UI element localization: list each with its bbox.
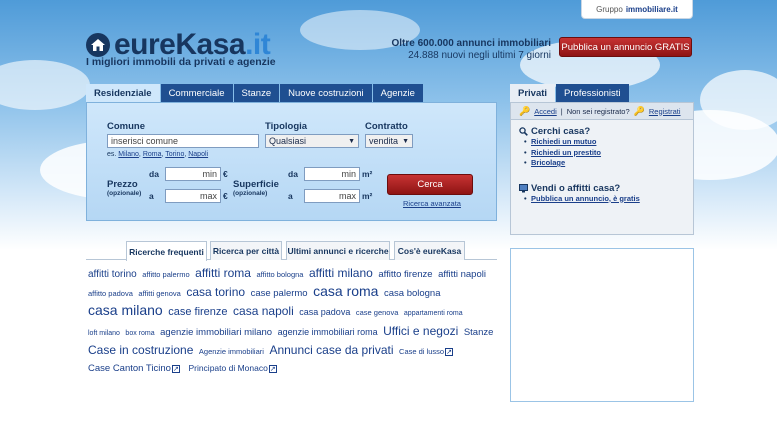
external-link-icon: ↗ bbox=[172, 365, 179, 373]
prezzo-label bbox=[107, 179, 141, 197]
tag-link[interactable]: affitto firenze bbox=[378, 269, 433, 280]
cerchi-casa-links bbox=[511, 137, 693, 169]
cerchi-casa-heading bbox=[511, 126, 693, 137]
tab-privati[interactable]: Privati bbox=[510, 84, 555, 102]
chevron-down-icon: ▼ bbox=[348, 137, 355, 145]
vendi-heading bbox=[511, 183, 693, 194]
contratto-select[interactable] bbox=[365, 134, 413, 148]
tag-link[interactable]: casa padova bbox=[299, 307, 351, 318]
example-link-milano[interactable]: Milano bbox=[118, 151, 139, 158]
tag-link[interactable]: casa torino bbox=[186, 285, 246, 300]
tab-commerciale[interactable]: Commerciale bbox=[161, 84, 233, 102]
group-brand-link[interactable]: immobiliare.it bbox=[625, 4, 678, 14]
cloud bbox=[0, 60, 90, 110]
tipologia-label: Tipologia bbox=[265, 121, 308, 132]
group-bar[interactable] bbox=[581, 0, 693, 19]
separator: | bbox=[560, 106, 563, 116]
tipologia-select[interactable] bbox=[265, 134, 359, 148]
prezzo-min-input[interactable]: min bbox=[165, 167, 221, 181]
superficie-label-text: Superficie bbox=[233, 179, 279, 190]
publish-ad-button[interactable]: Pubblica un annuncio GRATIS bbox=[559, 37, 692, 57]
prezzo-optional: (opzionale) bbox=[107, 190, 142, 197]
magnifier-icon bbox=[519, 127, 528, 136]
tag-link[interactable]: agenzie immobiliari milano bbox=[160, 326, 273, 338]
search-form bbox=[86, 102, 497, 221]
publish-free-link[interactable]: Pubblica un annuncio, è gratis bbox=[531, 193, 640, 203]
superficie-label bbox=[233, 179, 279, 197]
euro-unit: € bbox=[223, 191, 228, 201]
external-link-icon: ↗ bbox=[269, 365, 276, 373]
comune-examples: es. Milano, Roma, Torino, Napoli bbox=[107, 151, 209, 158]
listing-stats bbox=[391, 38, 551, 61]
key-icon: 🔑 bbox=[519, 105, 531, 116]
mq-unit: m² bbox=[362, 191, 373, 201]
group-label: Gruppo bbox=[596, 4, 623, 14]
monitor-icon bbox=[519, 184, 528, 193]
tag-link[interactable]: Agenzie immobiliari bbox=[198, 346, 264, 356]
tag-link[interactable]: Annunci case da privati bbox=[269, 342, 394, 357]
tag-link[interactable]: casa bologna bbox=[383, 288, 441, 300]
advanced-search-link[interactable]: Ricerca avanzata bbox=[403, 199, 461, 208]
key-icon: 🔑 bbox=[633, 105, 645, 116]
mq-unit: m² bbox=[362, 169, 373, 179]
superficie-optional: (opzionale) bbox=[233, 190, 268, 197]
tab-agenzie[interactable]: Agenzie bbox=[373, 84, 423, 102]
tag-link[interactable]: appartamenti roma bbox=[403, 310, 463, 318]
ad-placeholder bbox=[510, 248, 694, 402]
tag-link[interactable]: Case di lusso ↗ bbox=[399, 346, 453, 356]
tab-ricerche-frequenti[interactable]: Ricerche frequenti bbox=[126, 241, 207, 261]
example-link-roma[interactable]: Roma bbox=[142, 151, 162, 158]
user-panel bbox=[510, 102, 694, 235]
contratto-value: vendita bbox=[369, 136, 399, 146]
superficie-a-label: a bbox=[288, 191, 293, 201]
superficie-max-input[interactable]: max bbox=[304, 189, 360, 203]
user-tabs bbox=[510, 84, 630, 102]
tab-professionisti[interactable]: Professionisti bbox=[556, 84, 629, 102]
comune-input[interactable]: inserisci comune bbox=[107, 134, 259, 148]
tag-link[interactable]: affitto padova bbox=[88, 289, 133, 299]
prezzo-a-label: a bbox=[149, 191, 154, 201]
stats-new: 24.888 nuovi negli ultimi 7 giorni bbox=[408, 50, 551, 61]
tab-ricerca-per-citta[interactable]: Ricerca per città bbox=[210, 241, 282, 260]
register-link[interactable]: Registrati bbox=[648, 106, 681, 116]
euro-unit: € bbox=[223, 169, 228, 179]
logo-text-tld: .it bbox=[245, 28, 271, 61]
tag-link[interactable]: affitti napoli bbox=[438, 269, 486, 280]
prezzo-max-input[interactable]: max bbox=[165, 189, 221, 203]
tag-link[interactable]: case firenze bbox=[168, 306, 228, 319]
tag-link[interactable]: Case in costruzione bbox=[88, 342, 194, 357]
tag-link[interactable]: case palermo bbox=[250, 288, 308, 300]
house-logo-icon bbox=[86, 33, 110, 57]
cerchi-casa-title: Cerchi casa? bbox=[531, 126, 591, 137]
logo-text-main: eureKasa bbox=[114, 28, 246, 61]
prezzo-da-label: da bbox=[149, 169, 159, 179]
tag-link[interactable]: affitti torino bbox=[88, 269, 137, 280]
tag-link[interactable]: Uffici e negozi bbox=[383, 323, 459, 338]
tab-residenziale[interactable]: Residenziale bbox=[86, 84, 160, 102]
contratto-label: Contratto bbox=[365, 121, 408, 132]
tag-link[interactable]: affitto bologna bbox=[256, 270, 304, 279]
tab-cos-e-eurekasa[interactable]: Cos'è eureKasa bbox=[394, 241, 465, 260]
tab-stanze[interactable]: Stanze bbox=[234, 84, 280, 102]
superficie-min-input[interactable]: min bbox=[304, 167, 360, 181]
search-tabs bbox=[86, 84, 424, 102]
tipologia-value: Qualsiasi bbox=[269, 136, 307, 146]
tag-link[interactable]: affitti milano bbox=[309, 266, 373, 280]
examples-prefix: es. bbox=[107, 151, 117, 158]
tag-link[interactable]: Stanze bbox=[463, 326, 494, 338]
vendi-links bbox=[511, 194, 693, 205]
tag-link[interactable]: casa roma bbox=[313, 283, 379, 300]
chevron-down-icon: ▼ bbox=[402, 137, 409, 145]
comune-label: Comune bbox=[107, 121, 145, 132]
tagline: I migliori immobili da privati e agenzie bbox=[86, 56, 276, 68]
prestito-link[interactable]: Richiedi un prestito bbox=[531, 147, 602, 157]
tag-link[interactable]: case genova bbox=[355, 308, 399, 318]
tag-link[interactable]: affitti roma bbox=[195, 266, 251, 280]
tag-link[interactable]: loft milano bbox=[88, 329, 120, 337]
mutuo-link[interactable]: Richiedi un mutuo bbox=[531, 137, 597, 146]
vendi-title: Vendi o affitti casa? bbox=[531, 182, 621, 194]
not-registered-text: Non sei registrato? bbox=[566, 106, 630, 116]
tag-link[interactable]: casa napoli bbox=[233, 304, 294, 319]
tab-ultimi-annunci[interactable]: Ultimi annunci e ricerche bbox=[286, 241, 390, 260]
tag-link[interactable]: Case Canton Ticino ↗ bbox=[88, 363, 179, 375]
example-link-torino[interactable]: Torino bbox=[165, 151, 185, 158]
tag-link[interactable]: affitto palermo bbox=[142, 270, 190, 279]
login-bar bbox=[511, 103, 693, 120]
stats-total: Oltre 600.000 annunci immobiliari bbox=[391, 38, 551, 49]
login-link[interactable]: Accedi bbox=[534, 106, 557, 116]
search-button[interactable]: Cerca bbox=[387, 174, 473, 195]
prezzo-label-text: Prezzo bbox=[107, 179, 138, 190]
example-link-napoli[interactable]: Napoli bbox=[188, 151, 209, 158]
bricolage-link[interactable]: Bricolage bbox=[531, 158, 566, 167]
superficie-da-label: da bbox=[288, 169, 298, 179]
tag-cloud bbox=[88, 265, 498, 377]
tag-link[interactable]: Principato di Monaco ↗ bbox=[188, 363, 276, 374]
tag-link[interactable]: affitti genova bbox=[138, 289, 181, 299]
tag-link[interactable]: casa milano bbox=[88, 302, 163, 319]
tag-link[interactable]: agenzie immobiliari roma bbox=[277, 326, 378, 337]
external-link-icon: ↗ bbox=[446, 348, 453, 356]
tab-nuove-costruzioni[interactable]: Nuove costruzioni bbox=[280, 84, 372, 102]
tag-link[interactable]: box roma bbox=[125, 329, 155, 337]
